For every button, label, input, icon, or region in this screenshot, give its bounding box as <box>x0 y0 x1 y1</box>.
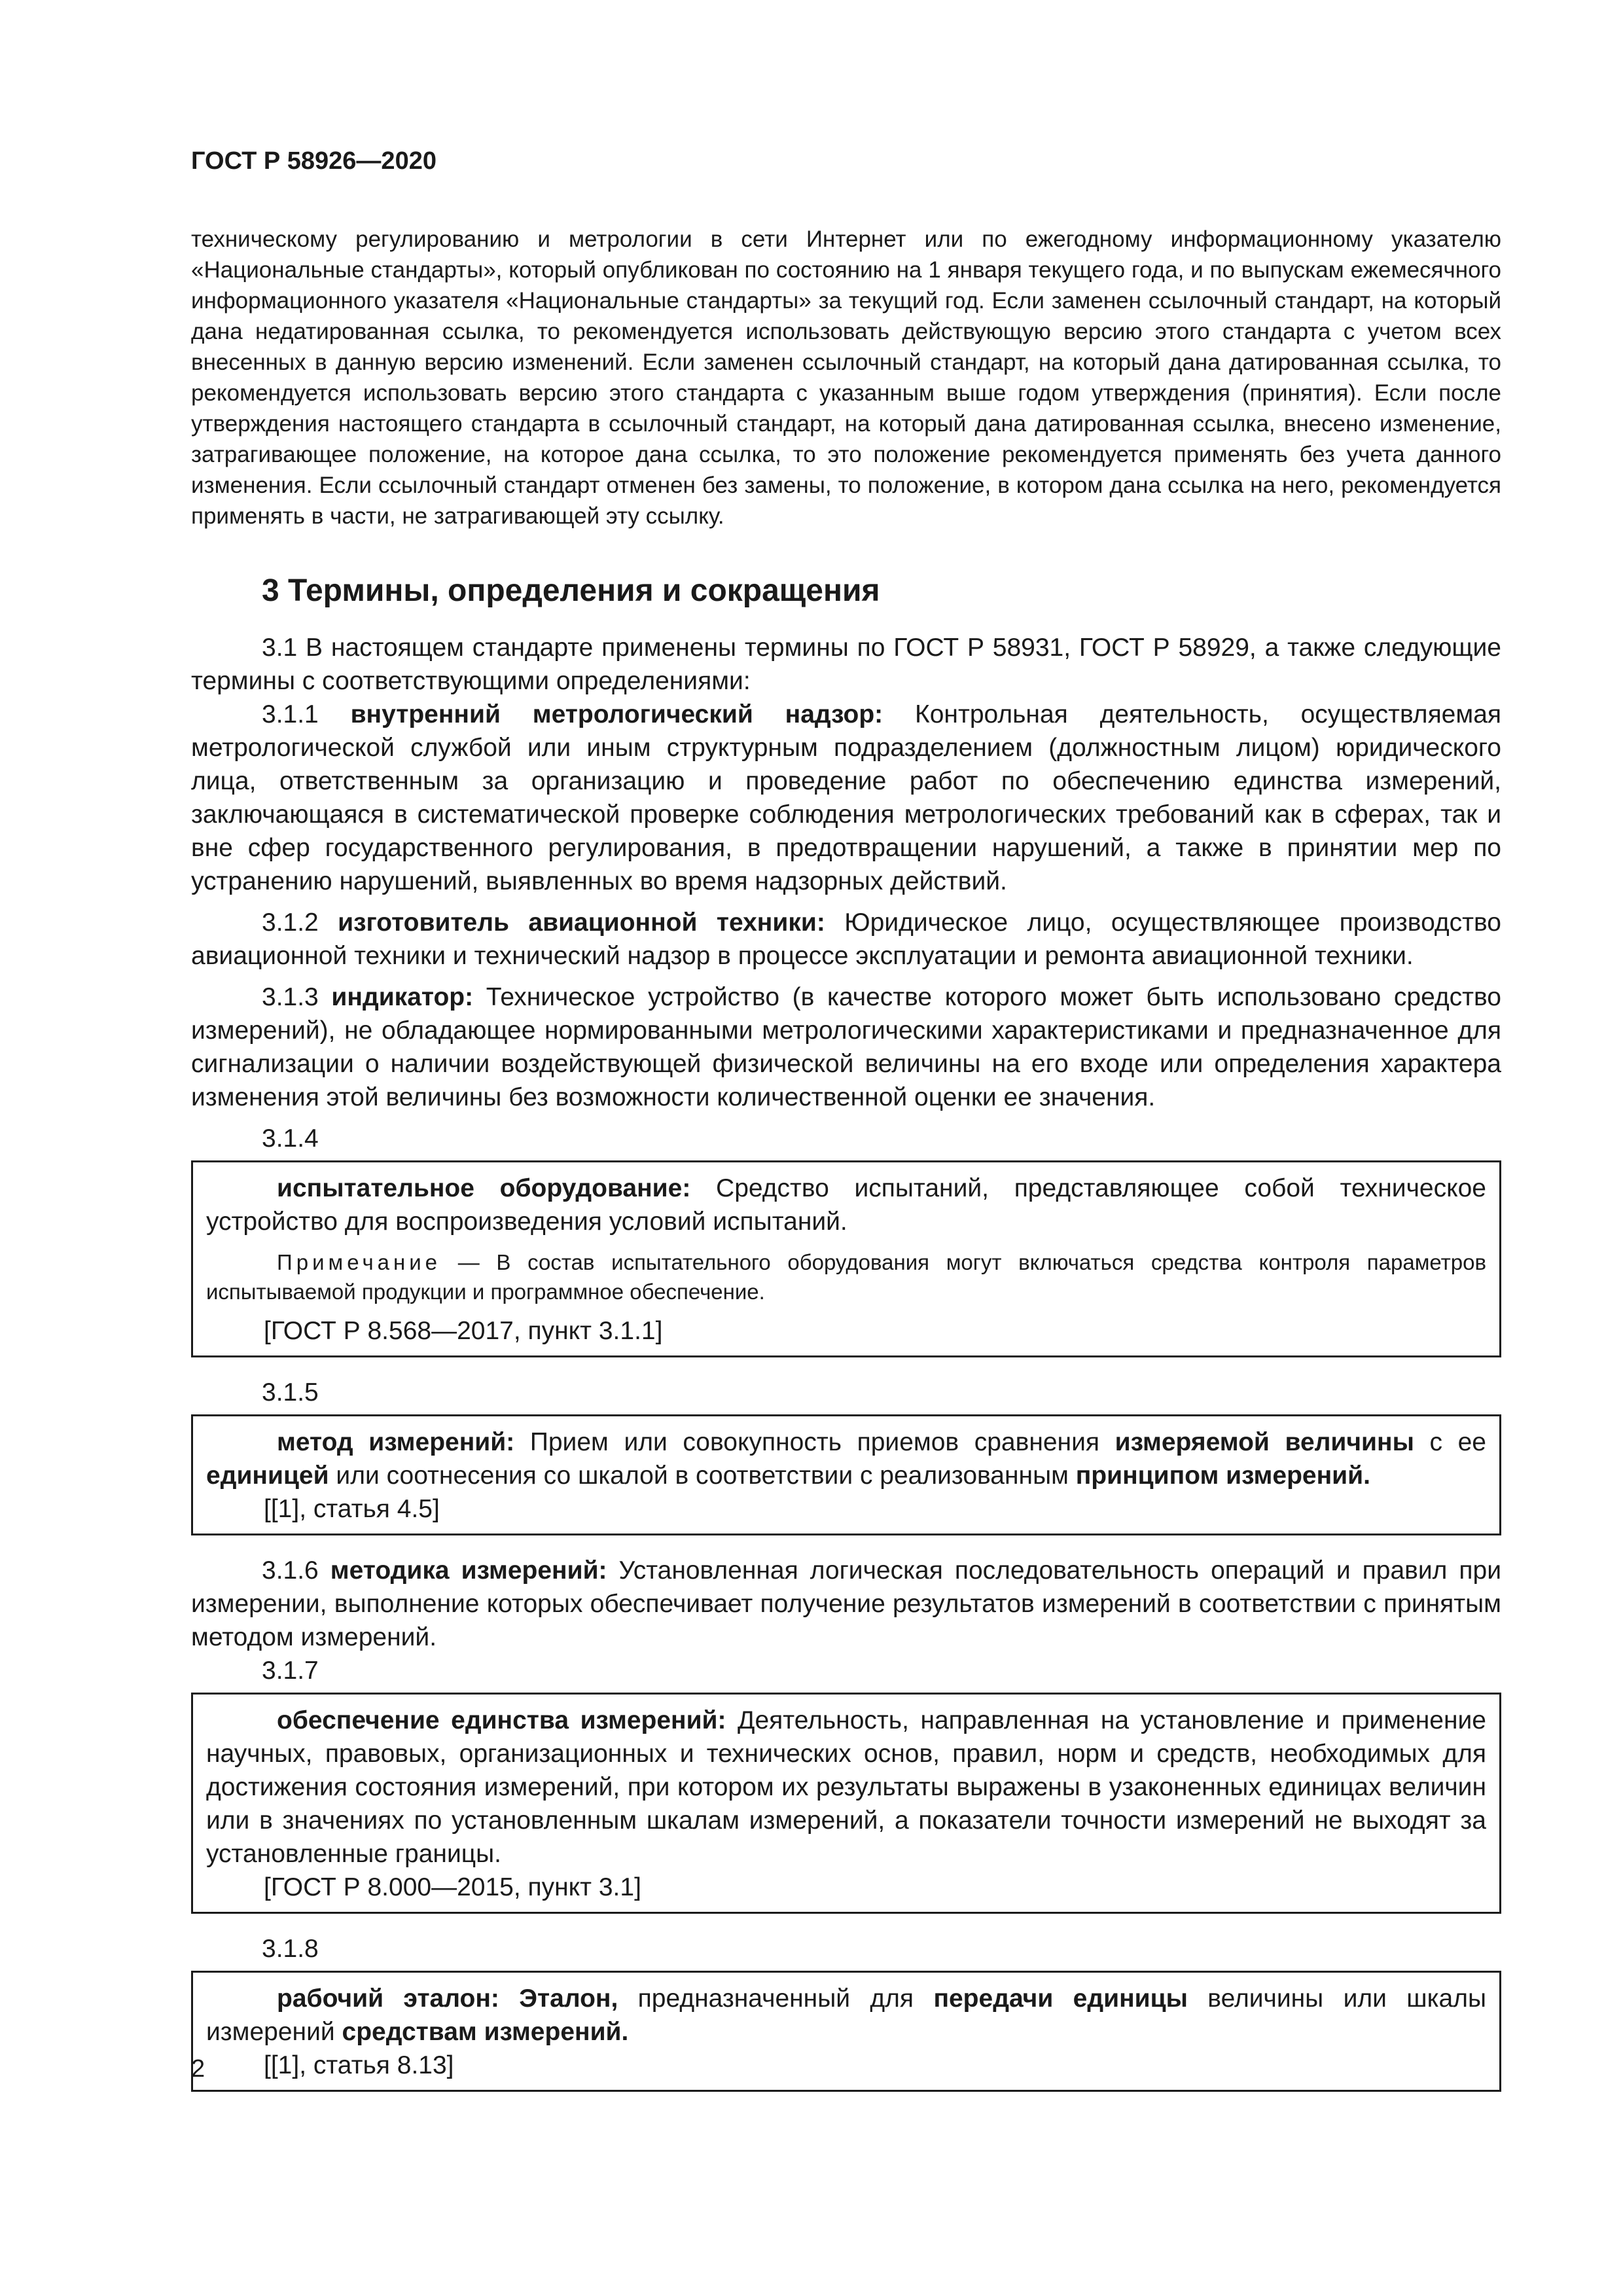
page-number: 2 <box>191 2055 205 2083</box>
term-3-1-5-source: [[1], статья 4.5] <box>264 1495 440 1523</box>
term-3-1-7-number: 3.1.7 <box>262 1657 319 1685</box>
term-3-1-5-number: 3.1.5 <box>262 1378 319 1407</box>
term-3-1-4-note <box>206 1247 1486 1306</box>
term-title: рабочий эталон: <box>277 1984 499 2013</box>
term-3-1-5 <box>206 1426 1486 1492</box>
term-definition: Юридическое лицо, осуществляющее производство авиационной техники и технический надзор в процессе эксплуатации и ремонта авиационной техники. <box>191 908 1501 970</box>
section-heading: 3 Термины, определения и сокращения <box>262 573 880 608</box>
term-definition-part: или соотнесения со шкалой в соответствии с реализованным <box>329 1462 1076 1490</box>
term-definition: Контрольная деятельность, осуществляемая метрологической службой или иным структурным подразделением (должностным лицом) юридического лица, ответственным за организацию и проведение работ по обеспечению единства измерений, заключающаяся в систематической проверке соблюдения метрологических требований как в сферах, так и вне сфер государственного регулирования, в предотвращении нарушений, а также в принятии мер по устранению нарушений, выявленных во время надзорных действий. <box>191 700 1501 895</box>
document-code-header: ГОСТ Р 58926—2020 <box>191 147 437 175</box>
paragraph-3-1: 3.1 В настоящем стандарте применены термины по ГОСТ Р 58931, ГОСТ Р 58929, а также следующие термины с соответствующими определениями: <box>191 634 1501 695</box>
term-title: метод измерений: <box>277 1428 515 1456</box>
term-title: испытательное оборудование: <box>277 1174 691 1202</box>
term-3-1-7-source: [ГОСТ Р 8.000—2015, пункт 3.1] <box>264 1873 641 1901</box>
term-number: 3.1.1 <box>262 700 351 728</box>
term-3-1-8-source: [[1], статья 8.13] <box>264 2051 454 2079</box>
term-definition-part: с ее <box>1414 1428 1486 1456</box>
term-3-1-3 <box>191 980 1501 1114</box>
term-title: методика измерений: <box>330 1556 607 1585</box>
term-3-1-8-number: 3.1.8 <box>262 1935 319 1963</box>
term-3-1-5-box <box>191 1414 1501 1535</box>
term-reference: единицей <box>206 1462 329 1490</box>
term-reference: средствам измерений. <box>342 2018 629 2046</box>
term-number: 3.1.2 <box>262 908 338 937</box>
term-reference: принципом измерений. <box>1075 1462 1370 1490</box>
term-3-1-4-box <box>191 1160 1501 1357</box>
term-3-1-2 <box>191 906 1501 973</box>
term-title: обеспечение единства измерений: <box>277 1706 726 1734</box>
note-label: Примечание <box>277 1250 442 1274</box>
term-title: индикатор: <box>331 983 474 1011</box>
term-definition: Деятельность, направленная на установление и применение научных, правовых, организационных и технических основ, правил, норм и средств, необходимых для достижения состояния измерений, при котором их результаты выражены в узаконенных единицах величин или в значениях по установленным шкалам измерений, а показатели точности измерений не выходят за установленные границы. <box>206 1706 1486 1868</box>
term-3-1-1 <box>191 698 1501 898</box>
term-3-1-4 <box>206 1172 1486 1238</box>
term-number: 3.1.6 <box>262 1556 330 1585</box>
term-3-1-7-box <box>191 1693 1501 1914</box>
term-3-1-4-source: [ГОСТ Р 8.568—2017, пункт 3.1.1] <box>264 1317 663 1345</box>
term-3-1-8 <box>206 1982 1486 2049</box>
term-number: 3.1.3 <box>262 983 332 1011</box>
term-3-1-4-number: 3.1.4 <box>262 1124 319 1153</box>
term-definition-part: величины или шкалы измерений <box>206 1984 1486 2046</box>
section-body <box>191 631 1501 2092</box>
term-definition: Техническое устройство (в качестве которого может быть использовано средство измерений), не обладающее нормированными метрологическими характеристиками и предназначенное для сигнализации о наличии воздействующей физической величины на его входе или определения характера изменения этой величины без возможности количественной оценки ее значения. <box>191 983 1501 1111</box>
note-text: — В состав испытательного оборудования могут включаться средства контроля параметров испытываемой продукции и программное обеспечение. <box>206 1250 1486 1304</box>
term-definition: Установленная логическая последовательность операций и правил при измерении, выполнение которых обеспечивает получение результатов измерений в соответствии с принятым методом измерений. <box>191 1556 1502 1651</box>
intro-paragraph: техническому регулированию и метрологии в сети Интернет или по ежегодному информационному указателю «Национальные стандарты», который опубликован по состоянию на 1 января текущего года, и по выпускам ежемесячного информационного указателя «Национальные стандарты» за текущий год. Если заменен ссылочный стандарт, на который дана недатированная ссылка, то рекомендуется использовать действующую версию этого стандарта с учетом всех внесенных в данную версию изменений. Если заменен ссылочный стандарт, на который дана датированная ссылка, то рекомендуется использовать версию этого стандарта с указанным выше годом утверждения (принятия). Если после утверждения настоящего стандарта в ссылочный стандарт, на который дана датированная ссылка, внесено изменение, затрагивающее положение, на которое дана ссылка, то это положение рекомендуется применять без учета данного изменения. Если ссылочный стандарт отменен без замены, то положение, в котором дана ссылка на него, рекомендуется применять в части, не затрагивающей эту ссылку. <box>191 226 1501 529</box>
term-definition-part: предназначенный для <box>618 1984 934 2013</box>
term-reference: Эталон, <box>499 1984 618 2013</box>
term-3-1-7 <box>206 1704 1486 1871</box>
term-reference: передачи единицы <box>933 1984 1188 2013</box>
term-3-1-6 <box>191 1554 1501 1654</box>
term-definition-part: Прием или совокупность приемов сравнения <box>514 1428 1115 1456</box>
term-definition: Средство испытаний, представляющее собой техническое устройство для воспроизведения условий испытаний. <box>206 1174 1486 1236</box>
term-3-1-8-box <box>191 1971 1501 2092</box>
term-title: внутренний метрологический надзор: <box>350 700 883 728</box>
term-reference: измеряемой величины <box>1115 1428 1414 1456</box>
term-title: изготовитель авиационной техники: <box>338 908 825 937</box>
